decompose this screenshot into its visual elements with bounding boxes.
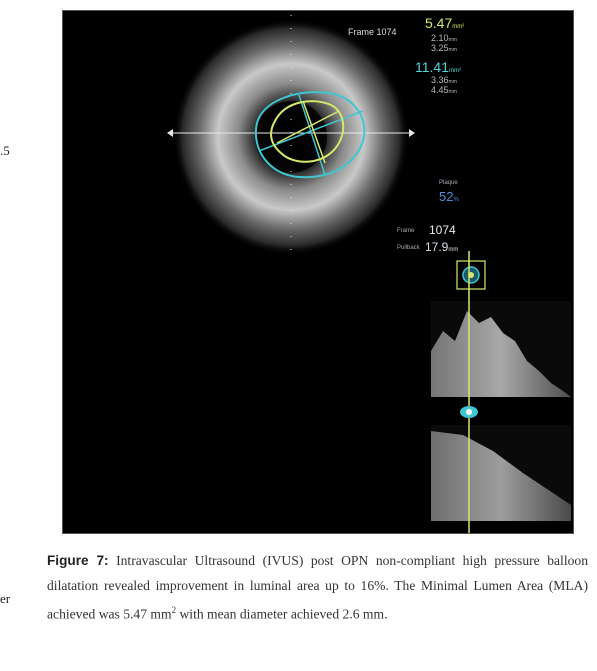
frame-label: Frame 1074 (348, 27, 397, 37)
caption-label: Figure 7: (47, 553, 109, 568)
margin-text-fragment-top: .5 (0, 143, 10, 158)
lumen-max-diameter: 3.25mm (431, 43, 457, 53)
frame-number-label: Frame (397, 228, 415, 234)
lumen-min-diameter: 2.10mm (431, 33, 457, 43)
caption-superscript: 2 (171, 605, 177, 615)
plaque-label: Plaque (439, 180, 458, 186)
vessel-area: 11.41mm² (415, 59, 461, 75)
ivus-image (63, 11, 574, 534)
caption-text-2: with mean diameter achieved 2.6 mm. (176, 606, 388, 622)
plaque-value: 52% (439, 189, 459, 204)
margin-text-fragment-bottom: er (0, 591, 11, 606)
lumen-area: 5.47mm² (425, 15, 465, 31)
figure-caption (47, 549, 588, 627)
pullback-label: Pullback (397, 245, 420, 251)
pullback-value: 17.9mm (425, 240, 459, 254)
vessel-min-diameter: 3.36mm (431, 75, 457, 85)
frame-number-value: 1074 (429, 223, 456, 237)
vessel-max-diameter: 4.45mm (431, 85, 457, 95)
caption-text-1: Intravascular Ultrasound (IVUS) post OPN non-compliant high pressure balloon dilatation revealed improvement in luminal area up to 16%. The Minimal Lumen Area (MLA) achieved was 5.47 mm (47, 553, 589, 622)
ivus-figure (62, 10, 574, 534)
